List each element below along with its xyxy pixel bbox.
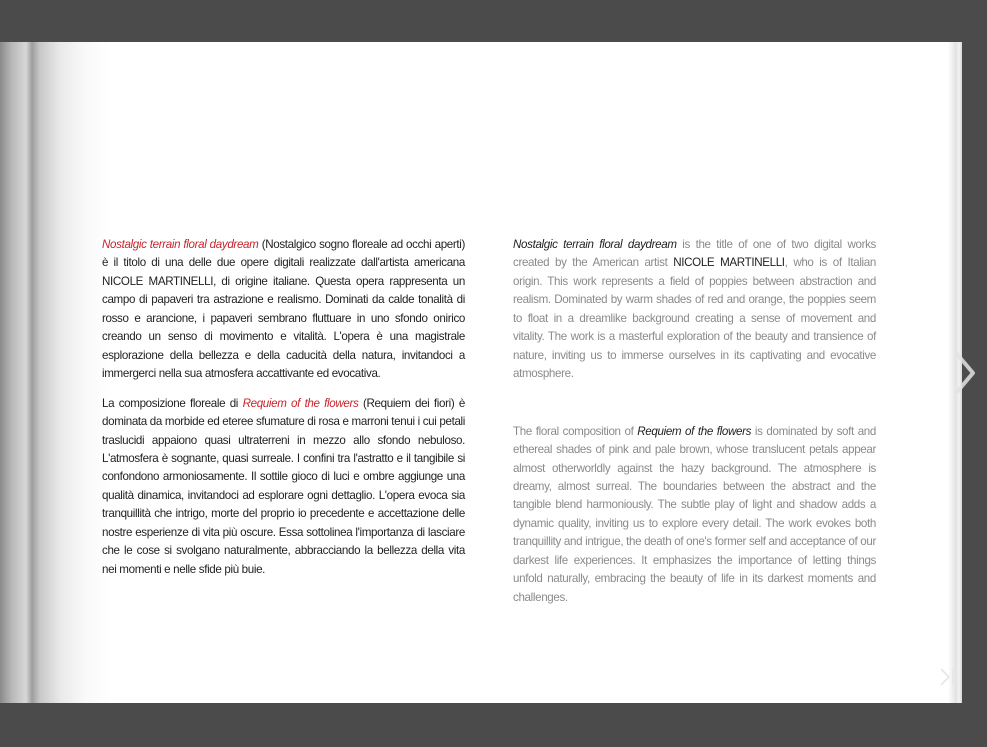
paragraph-text: is dominated by soft and ethereal shades of pink and pale brown, whose translucent petals appear almost otherworldly against the hazy background. The atmosphere is dreamy, almost surreal. The boundaries between the abstract and the tangible blend harmoniously. The subtle play of light and shadow adds a dynamic quality, inviting us to explore every detail. The work evokes both tranquillity and intrigue, the death of one's former self and acceptance of our darkest life experiences. It emphasizes the importance of letting things unfold naturally, embracing the beauty of life in its darkest moments and challenges. [513, 424, 876, 604]
artwork-title: Nostalgic terrain floral daydream [513, 238, 677, 251]
paragraph-text: La composizione floreale di [102, 396, 243, 410]
paragraph-text: (Nostalgico sogno floreale ad occhi aperti) è il titolo di una delle due opere digitali realizzate dall'artista americana NICOLE MARTINELLI, di origine italiane. Questa opera rappresenta un campo di papaveri tra astrazione e realismo. Dominati da calde tonalità di rosso e arancione, i papaveri sembrano fluttuare in uno sfondo onirico creando un senso di movimento e vitalità. L'opera è una magistrale esplorazione della bellezza e della caducità della natura, invitandoci a immergerci nella sua atmosfera accattivante ed evocativa. [102, 238, 466, 381]
paragraph-text: , who is of Italian origin. This work represents a field of poppies between abstraction and realism. Dominated by warm shades of red and orange, the poppies seem to float in a dreamlike background creating a sense of movement and vitality. The work is a masterful exploration of the beauty and transience of nature, inviting us to immerse ourselves in its captivating and evocative atmosphere. [513, 256, 876, 381]
english-paragraph-1 [513, 236, 876, 384]
paragraph-text: is the title of one of two digital works created by the American artist [513, 238, 876, 270]
skip-to-end-icon[interactable] [936, 666, 958, 688]
italian-paragraph-2 [102, 395, 465, 580]
book-spread [0, 42, 962, 703]
artwork-title: Nostalgic terrain floral daydream [102, 238, 259, 251]
chevron-right-icon[interactable] [949, 350, 979, 396]
artwork-title: Requiem of the flowers [637, 424, 752, 438]
italian-text-column [102, 236, 465, 579]
paragraph-text: The floral composition of [513, 424, 638, 438]
artist-name: NICOLE MARTINELLI [673, 256, 785, 270]
paragraph-text: (Requiem dei fiori) è dominata da morbide ed eteree sfumature di rosa e marroni tenui i cui petali traslucidi appaiono quasi ultraterreni in mezzo allo sfondo nebuloso. L'atmosfera è sognante, quasi surreale. I confini tra l'astratto e il tangibile si confondono armoniosamente. Il sottile gioco di luci e ombre aggiunge una qualità dinamica, invitandoci ad esplorare ogni dettaglio. L'opera evoca sia tranquillità che intrigo, morte del proprio io precedente e accettazione delle nostre esperienze di vita più oscure. Essa sottolinea l'importanza di lasciare che le cose si svolgano naturalmente, abbracciando la bellezza della vita nei momenti e nelle sfide più buie. [102, 396, 466, 576]
book-spine-shadow [0, 42, 110, 703]
italian-paragraph-1 [102, 236, 465, 384]
english-paragraph-2 [513, 423, 876, 608]
english-text-column [513, 236, 876, 607]
artwork-title: Requiem of the flowers [242, 396, 359, 410]
